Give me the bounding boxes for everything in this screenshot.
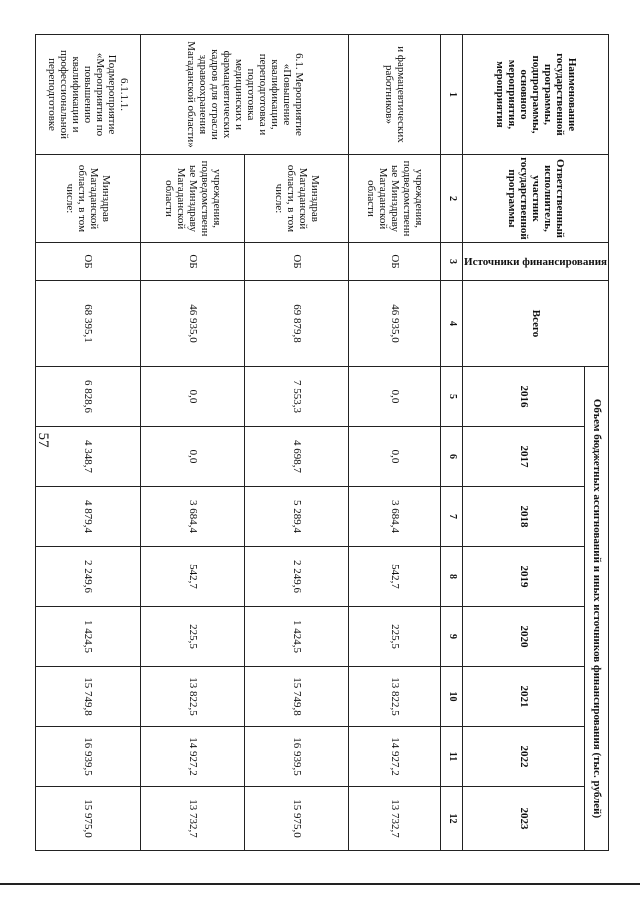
row-value: 1 424,5: [36, 607, 141, 667]
header-year: 2018: [463, 487, 585, 547]
row-value: 0,0: [349, 367, 441, 427]
row-value: 3 684,4: [349, 487, 441, 547]
row-value: 225,5: [141, 607, 245, 667]
row-value: 1 424,5: [245, 607, 349, 667]
row-value: 15 975,0: [36, 787, 141, 851]
col-number: 4: [441, 281, 463, 367]
col-number: 7: [441, 487, 463, 547]
row-value: 14 927,2: [141, 727, 245, 787]
row-value: 15 975,0: [245, 787, 349, 851]
row-value: 225,5: [349, 607, 441, 667]
row-value: 16 939,5: [245, 727, 349, 787]
header-source: [463, 243, 609, 281]
row-responsible: Минздрав Магаданской области, в том числе:: [36, 155, 141, 243]
bottom-rule: [0, 883, 640, 885]
row-value: 0,0: [349, 427, 441, 487]
row-source: ОБ: [141, 243, 245, 281]
row-name: 6.1.1.1. Подмероприятие «Мероприятия по повышению квалификации и профессиональной переподготовке: [36, 35, 141, 155]
col-number: 6: [441, 427, 463, 487]
row-value: 6 828,6: [36, 367, 141, 427]
table-row: [245, 35, 349, 851]
header-total: Всего: [463, 281, 609, 367]
col-number: 9: [441, 607, 463, 667]
col-number: 5: [441, 367, 463, 427]
col-number: 2: [441, 155, 463, 243]
header-year: 2016: [463, 367, 585, 427]
document-page: [48, 34, 609, 850]
row-responsible: учреждения, подведомственные Минздраву Магаданской области: [141, 155, 245, 243]
col-number: 10: [441, 667, 463, 727]
header-source-text: Источники финансирования: [464, 255, 607, 268]
header-year: 2019: [463, 547, 585, 607]
row-value: 13 822,5: [349, 667, 441, 727]
row-value: 5 289,4: [245, 487, 349, 547]
col-number: 8: [441, 547, 463, 607]
row-value: 0,0: [141, 427, 245, 487]
row-total: 68 395,1: [36, 281, 141, 367]
row-value: 542,7: [349, 547, 441, 607]
header-year: 2017: [463, 427, 585, 487]
header-year: 2020: [463, 607, 585, 667]
row-value: 13 732,7: [141, 787, 245, 851]
row-value: 15 749,8: [36, 667, 141, 727]
header-responsible: Ответственный исполнитель, участник государственной программы: [463, 155, 609, 243]
header-year: 2022: [463, 727, 585, 787]
column-number-row: [441, 35, 463, 851]
header-name: Наименование государственной программы, подпрограммы, основного мероприятия, мероприятия: [463, 35, 609, 155]
table-row: [141, 35, 245, 851]
row-value: 16 939,5: [36, 727, 141, 787]
table-row: [36, 35, 141, 851]
row-total: 46 935,0: [349, 281, 441, 367]
row-name: и фармацевтических работников»: [349, 35, 441, 155]
col-number: 1: [441, 35, 463, 155]
row-value: 4 698,7: [245, 427, 349, 487]
financing-table: [35, 34, 609, 851]
row-value: 4 348,7: [36, 427, 141, 487]
page-number: 57: [35, 432, 51, 448]
rotated-table-container: [48, 34, 609, 850]
row-total: 69 879,8: [245, 281, 349, 367]
col-number: 11: [441, 727, 463, 787]
row-value: 542,7: [141, 547, 245, 607]
row-source: ОБ: [36, 243, 141, 281]
row-value: 14 927,2: [349, 727, 441, 787]
row-value: 13 822,5: [141, 667, 245, 727]
header-row-1: [585, 35, 609, 851]
header-year: 2021: [463, 667, 585, 727]
row-value: 15 749,8: [245, 667, 349, 727]
row-value: 7 553,3: [245, 367, 349, 427]
row-value: 13 732,7: [349, 787, 441, 851]
table-row: [349, 35, 441, 851]
row-value: 2 249,6: [36, 547, 141, 607]
row-source: ОБ: [245, 243, 349, 281]
row-responsible: Минздрав Магаданской области, в том числе:: [245, 155, 349, 243]
header-year: 2023: [463, 787, 585, 851]
row-value: 3 684,4: [141, 487, 245, 547]
row-total: 46 935,0: [141, 281, 245, 367]
row-name: 6.1. Мероприятие «Повышение квалификации, переподготовка и подготовка медицинских и фармацевтических кадров для отрасли здравоохранения Магаданской области»: [141, 35, 349, 155]
row-value: 4 879,4: [36, 487, 141, 547]
col-number: 3: [441, 243, 463, 281]
row-value: 2 249,6: [245, 547, 349, 607]
row-value: 0,0: [141, 367, 245, 427]
row-source: ОБ: [349, 243, 441, 281]
header-volume-group: Объем бюджетных ассигнований и иных источников финансирования (тыс. рублей): [585, 367, 609, 851]
row-responsible: учреждения, подведомственные Минздраву Магаданской области: [349, 155, 441, 243]
col-number: 12: [441, 787, 463, 851]
